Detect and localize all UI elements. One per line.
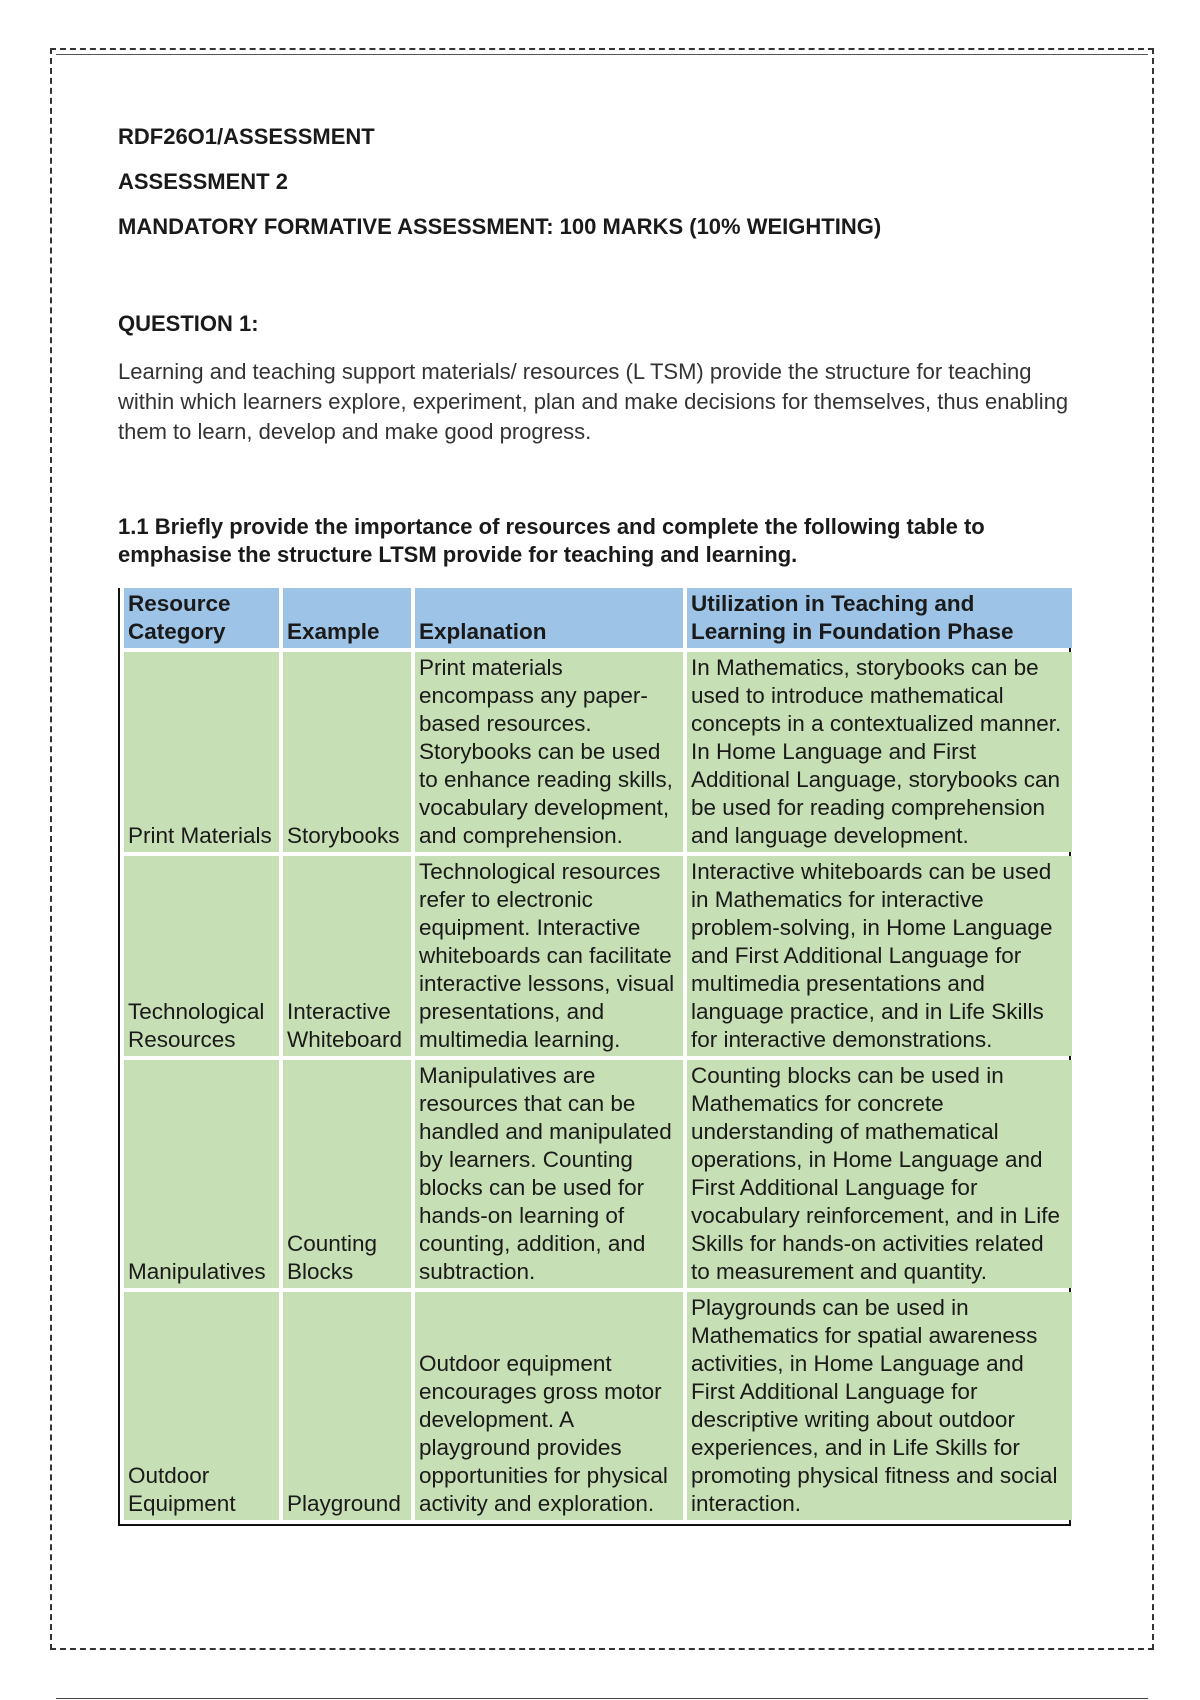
- cell-utilization: Counting blocks can be used in Mathematics for concrete understanding of mathematical operations, in Home Language and First Additional Language for vocabulary reinforcement, and in Life Skills for hands-on activities related to measurement and quantity.: [687, 1060, 1072, 1288]
- question-title: QUESTION 1:: [118, 311, 259, 336]
- cell-utilization: Interactive whiteboards can be used in Mathematics for interactive problem-solving, in Home Language and First Additional Language for multimedia presentations and language practice, and in Life Skills for interactive demonstrations.: [687, 856, 1072, 1056]
- document-content: [118, 124, 1078, 569]
- next-page-rule: [56, 1698, 1148, 1699]
- cell-utilization: Playgrounds can be used in Mathematics for spatial awareness activities, in Home Language and First Additional Language for descriptive writing about outdoor experiences, and in Life Skills for promoting physical fitness and social interaction.: [687, 1292, 1072, 1520]
- cell-category: Manipulatives: [124, 1060, 279, 1288]
- header-example: Example: [283, 588, 411, 648]
- header-utilization: Utilization in Teaching and Learning in Foundation Phase: [687, 588, 1072, 648]
- cell-example: Interactive Whiteboard: [283, 856, 411, 1056]
- cell-explanation: Manipulatives are resources that can be handled and manipulated by learners. Counting blocks can be used for hands-on learning of counting, addition, and subtraction.: [415, 1060, 683, 1288]
- assessment-type: MANDATORY FORMATIVE ASSESSMENT: 100 MARKS (10% WEIGHTING): [118, 214, 882, 239]
- module-code: RDF26O1/ASSESSMENT: [118, 124, 375, 149]
- cell-explanation: Technological resources refer to electronic equipment. Interactive whiteboards can facilitate interactive lessons, visual presentations, and multimedia learning.: [415, 856, 683, 1056]
- table-row: [124, 652, 1072, 852]
- cell-utilization: In Mathematics, storybooks can be used to introduce mathematical concepts in a contextualized manner. In Home Language and First Additional Language, storybooks can be used for reading comprehension and language development.: [687, 652, 1072, 852]
- resource-table: [120, 584, 1076, 1524]
- cell-category: Print Materials: [124, 652, 279, 852]
- header-explanation: Explanation: [415, 588, 683, 648]
- assessment-number: ASSESSMENT 2: [118, 169, 288, 194]
- cell-category: Outdoor Equipment: [124, 1292, 279, 1520]
- subquestion: 1.1 Briefly provide the importance of resources and complete the following table to emphasise the structure LTSM provide for teaching and learning.: [118, 514, 985, 567]
- cell-explanation: Outdoor equipment encourages gross motor development. A playground provides opportunities for physical activity and exploration.: [415, 1292, 683, 1520]
- header-resource-category: Resource Category: [124, 588, 279, 648]
- resource-table-wrapper: [118, 588, 1071, 1526]
- cell-explanation: Print materials encompass any paper-based resources. Storybooks can be used to enhance reading skills, vocabulary development, and comprehension.: [415, 652, 683, 852]
- table-row: [124, 1292, 1072, 1520]
- table-row: [124, 856, 1072, 1056]
- table-header-row: [124, 588, 1072, 648]
- cell-example: Counting Blocks: [283, 1060, 411, 1288]
- table-row: [124, 1060, 1072, 1288]
- cell-example: Storybooks: [283, 652, 411, 852]
- cell-category: Technological Resources: [124, 856, 279, 1056]
- question-intro: Learning and teaching support materials/ resources (L TSM) provide the structure for teaching within which learners explore, experiment, plan and make decisions for themselves, thus enabling them to learn, develop and make good progress.: [118, 359, 1069, 444]
- cell-example: Playground: [283, 1292, 411, 1520]
